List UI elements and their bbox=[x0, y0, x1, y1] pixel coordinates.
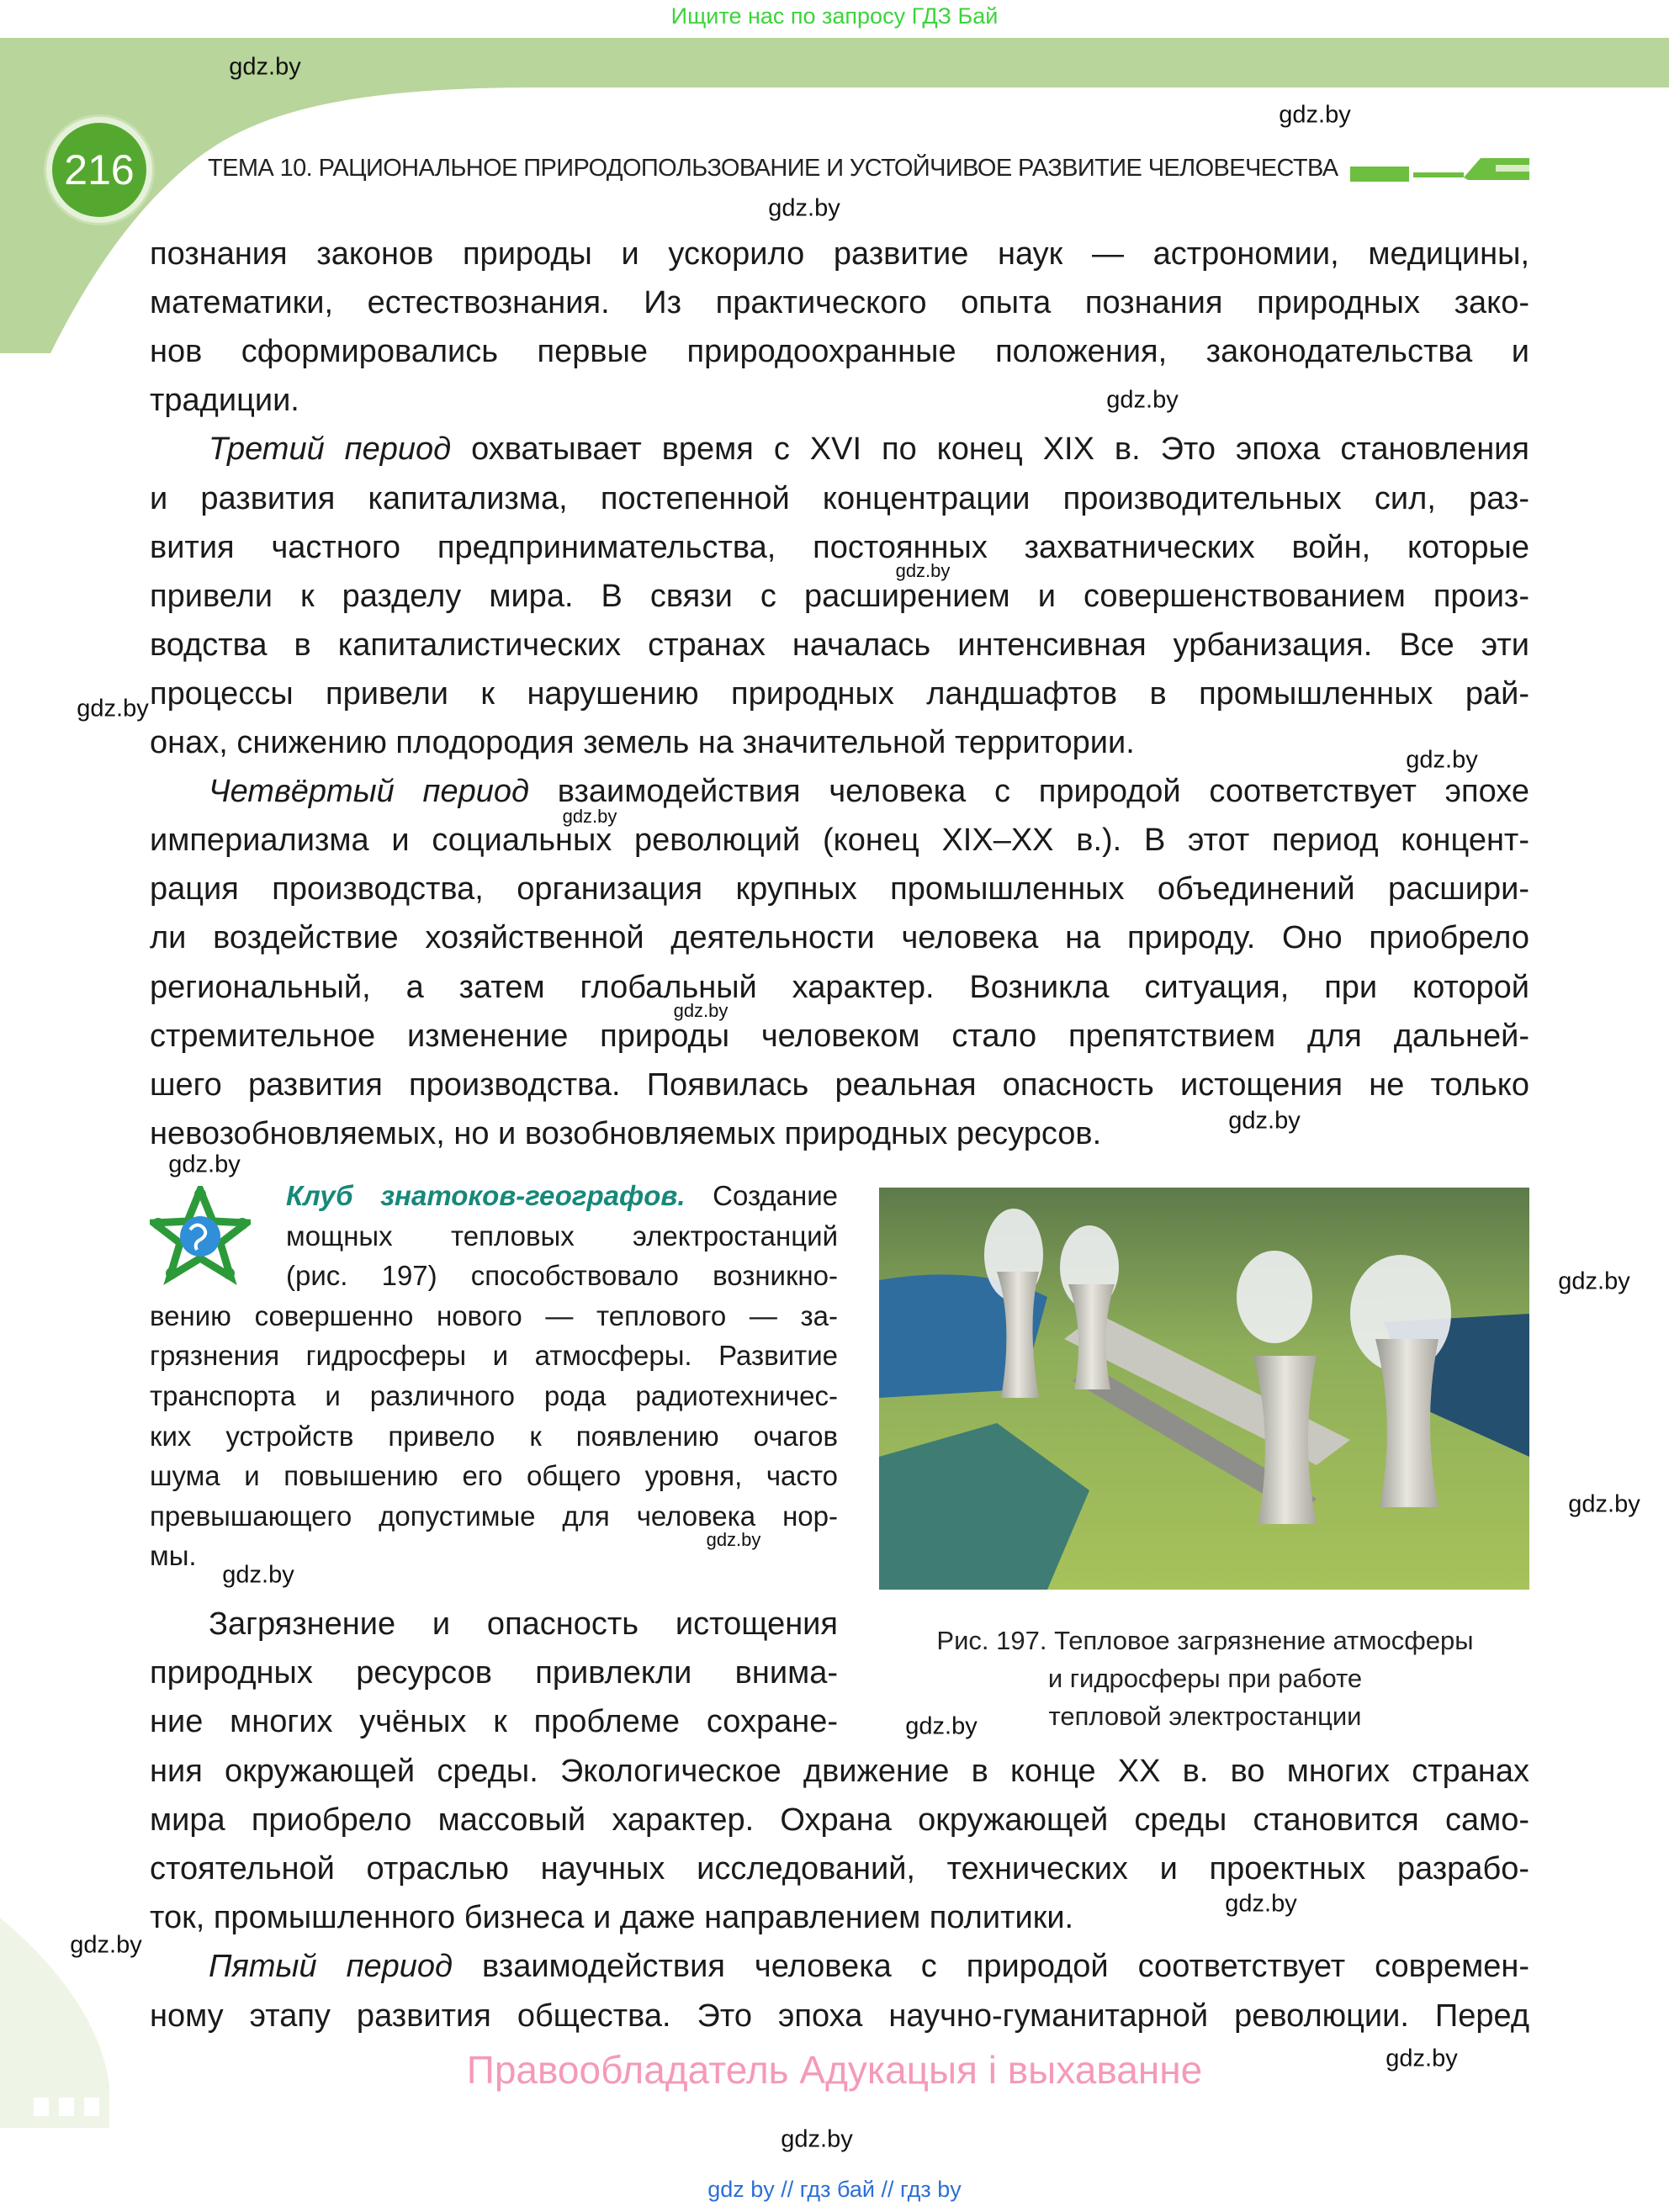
text-line bbox=[150, 1109, 1529, 1158]
text-line bbox=[286, 1256, 838, 1296]
text-line bbox=[150, 523, 1529, 572]
text-line bbox=[150, 1796, 1529, 1844]
line-text: шума и повышению его общего уровня, часто bbox=[150, 1460, 838, 1492]
caption-line: и гидросферы при работе bbox=[1047, 1664, 1363, 1693]
chapter-title: ТЕМА 10. РАЦИОНАЛЬНОЕ ПРИРОДОПОЛЬЗОВАНИЕ И УСТОЙЧИВОЕ РАЗВИТИЕ ЧЕЛОВЕЧЕСТВА bbox=[208, 155, 1338, 182]
text-line bbox=[150, 963, 1529, 1012]
text-line bbox=[150, 1992, 1529, 2040]
text-line bbox=[150, 1747, 1529, 1796]
text-line bbox=[150, 1012, 1529, 1061]
text-line bbox=[150, 1648, 838, 1697]
geography-club-icon bbox=[150, 1186, 251, 1287]
line-text: империализма и социальных революций (конец XIX–XX в.). В этот период концент- bbox=[150, 823, 1529, 859]
period-term: Четвёртый период bbox=[209, 774, 529, 810]
watermark: gdz.by bbox=[1228, 1107, 1301, 1135]
watermark: gdz.by bbox=[781, 2125, 853, 2153]
watermark: gdz.by bbox=[222, 1561, 294, 1589]
text-line bbox=[150, 1844, 1529, 1893]
line-text: ние многих учёных к проблеме сохране- bbox=[150, 1704, 838, 1740]
line-text: региональный, а затем глобальный характер. Возникла ситуация, при которой bbox=[150, 969, 1529, 1005]
watermark: gdz.by bbox=[768, 194, 840, 222]
watermark: gdz.by bbox=[1386, 2045, 1458, 2072]
text-line bbox=[150, 1336, 838, 1376]
line-text: стремительное изменение природы человеком стало препятствием для дальней- bbox=[150, 1018, 1529, 1054]
text-line bbox=[150, 669, 1529, 718]
text-line bbox=[150, 718, 1529, 767]
text-line bbox=[150, 913, 1529, 962]
line-text: невозобновляемых, но и возобновляемых природных ресурсов. bbox=[150, 1115, 1102, 1151]
line-text: рация производства, организация крупных промышленных объединений расшири- bbox=[150, 871, 1529, 908]
watermark: gdz.by bbox=[1568, 1490, 1640, 1518]
text-line bbox=[150, 327, 1529, 376]
text-line bbox=[150, 474, 1529, 523]
line-text: ли воздействие хозяйственной деятельности человека на природу. Оно приобрело bbox=[150, 920, 1529, 956]
watermark: gdz.by bbox=[706, 1529, 761, 1550]
text-line bbox=[150, 816, 1529, 865]
text-line bbox=[150, 1456, 838, 1496]
watermark: gdz.by bbox=[1225, 1890, 1297, 1918]
watermark: gdz.by bbox=[168, 1151, 241, 1178]
text-line bbox=[150, 621, 1529, 669]
text-line bbox=[150, 1416, 838, 1457]
line-text: привели к разделу мира. В связи с расширением и совершенствованием произ- bbox=[150, 578, 1529, 614]
text-line bbox=[150, 572, 1529, 621]
text-line bbox=[150, 278, 1529, 327]
text-line bbox=[150, 1061, 1529, 1109]
text-line bbox=[150, 865, 1529, 913]
top-banner[interactable]: Ищите нас по запросу ГДЗ Бай bbox=[670, 3, 999, 29]
header-stripes-icon bbox=[1350, 158, 1529, 182]
line-text: процессы привели к нарушению природных ландшафтов в промышленных рай- bbox=[150, 675, 1529, 712]
watermark: gdz.by bbox=[70, 1931, 142, 1959]
text-line bbox=[150, 1890, 1529, 1942]
text-line bbox=[209, 1942, 1529, 1991]
watermark: gdz.by bbox=[562, 806, 617, 827]
line-text: водства в капиталистических странах началась интенсивная урбанизация. Все эти bbox=[150, 627, 1529, 663]
line-text: Загрязнение и опасность истощения bbox=[209, 1606, 838, 1642]
watermark: gdz.by bbox=[229, 53, 301, 81]
line-text: математики, естествознания. Из практического опыта познания природных зако- bbox=[150, 285, 1529, 321]
line-text: ких устройств привело к появлению очагов bbox=[150, 1420, 838, 1452]
line-text: и развития капитализма, постепенной концентрации производительных сил, раз- bbox=[150, 480, 1529, 516]
period-term: Пятый период bbox=[209, 1949, 453, 1985]
line-text: шего развития производства. Появилась реальная опасность истощения не только bbox=[150, 1066, 1529, 1103]
line-text: природных ресурсов привлекли внима- bbox=[150, 1655, 838, 1691]
line-text: стоятельной отраслью научных исследований, технических и проектных разрабо- bbox=[150, 1851, 1529, 1887]
line-text: превышающего допустимые для человека нор- bbox=[150, 1500, 838, 1532]
text-line bbox=[150, 1296, 838, 1336]
line-text: грязнения гидросферы и атмосферы. Развитие bbox=[150, 1340, 838, 1372]
line-text: нов сформировались первые природоохранные положения, законодательства и bbox=[150, 334, 1529, 370]
line-text: мира приобрело массовый характер. Охрана окружающей среды становится само- bbox=[150, 1802, 1529, 1839]
watermark: gdz.by bbox=[1406, 746, 1478, 774]
line-text: ток, промышленного бизнеса и даже направлением политики. bbox=[150, 1900, 1074, 1936]
text-line bbox=[209, 767, 1529, 816]
line-text: (рис. 197) способствовало возникно- bbox=[286, 1260, 838, 1292]
watermark: gdz.by bbox=[1106, 386, 1179, 414]
text-line bbox=[150, 376, 1529, 425]
caption-line: тепловой электростанции bbox=[1048, 1701, 1362, 1731]
text-line bbox=[150, 1376, 838, 1416]
page-number: 216 bbox=[52, 123, 146, 217]
text-line bbox=[150, 230, 1529, 278]
text-line bbox=[286, 1216, 838, 1257]
line-text: транспорта и различного рода радиотехничес- bbox=[150, 1380, 838, 1411]
line-text: ния окружающей среды. Экологическое движение в конце XX в. во многих странах bbox=[150, 1754, 1529, 1789]
line-text: традиции. bbox=[150, 383, 299, 419]
caption-line: Рис. 197. Тепловое загрязнение атмосферы bbox=[936, 1626, 1474, 1655]
watermark: gdz.by bbox=[905, 1712, 978, 1740]
club-heading: Клуб знатоков-географов. bbox=[286, 1180, 686, 1211]
footer-links[interactable]: gdz by // гдз бай // гдз by bbox=[707, 2177, 962, 2202]
line-text: онах, снижению плодородия земель на значительной территории. bbox=[150, 725, 1135, 760]
watermark: gdz.by bbox=[1558, 1267, 1630, 1295]
period-term: Третий период bbox=[209, 431, 452, 468]
power-plant-photo bbox=[879, 1188, 1529, 1590]
line-text: взаимодействия человека с природой соответствует эпохе bbox=[529, 774, 1529, 810]
line-text: мы. bbox=[150, 1540, 197, 1572]
line-text: Создание bbox=[685, 1180, 838, 1211]
line-text: мощных тепловых электростанций bbox=[286, 1220, 838, 1252]
text-line bbox=[209, 425, 1529, 474]
line-text: познания законов природы и ускорило развитие наук — астрономии, медицины, bbox=[150, 236, 1529, 272]
line-text: взаимодействия человека с природой соответствует современ- bbox=[453, 1949, 1530, 1985]
line-text: охватывает время с XVI по конец XIX в. Это эпоха становления bbox=[451, 431, 1529, 468]
watermark: gdz.by bbox=[1279, 101, 1351, 129]
watermark: gdz.by bbox=[77, 695, 149, 722]
text-line bbox=[150, 1697, 838, 1746]
text-line bbox=[209, 1600, 838, 1648]
watermark: gdz.by bbox=[673, 1000, 729, 1021]
text-line bbox=[286, 1176, 838, 1216]
copyright-notice: Правообладатель Адукацыя і выхаванне bbox=[466, 2048, 1203, 2092]
watermark: gdz.by bbox=[895, 560, 951, 581]
line-text: ному этапу развития общества. Это эпоха научно-гуманитарной революции. Перед bbox=[150, 1998, 1529, 2034]
line-text: вития частного предпринимательства, постоянных захватнических войн, которые bbox=[150, 529, 1529, 565]
line-text: вению совершенно нового — теплового — за- bbox=[150, 1299, 838, 1331]
